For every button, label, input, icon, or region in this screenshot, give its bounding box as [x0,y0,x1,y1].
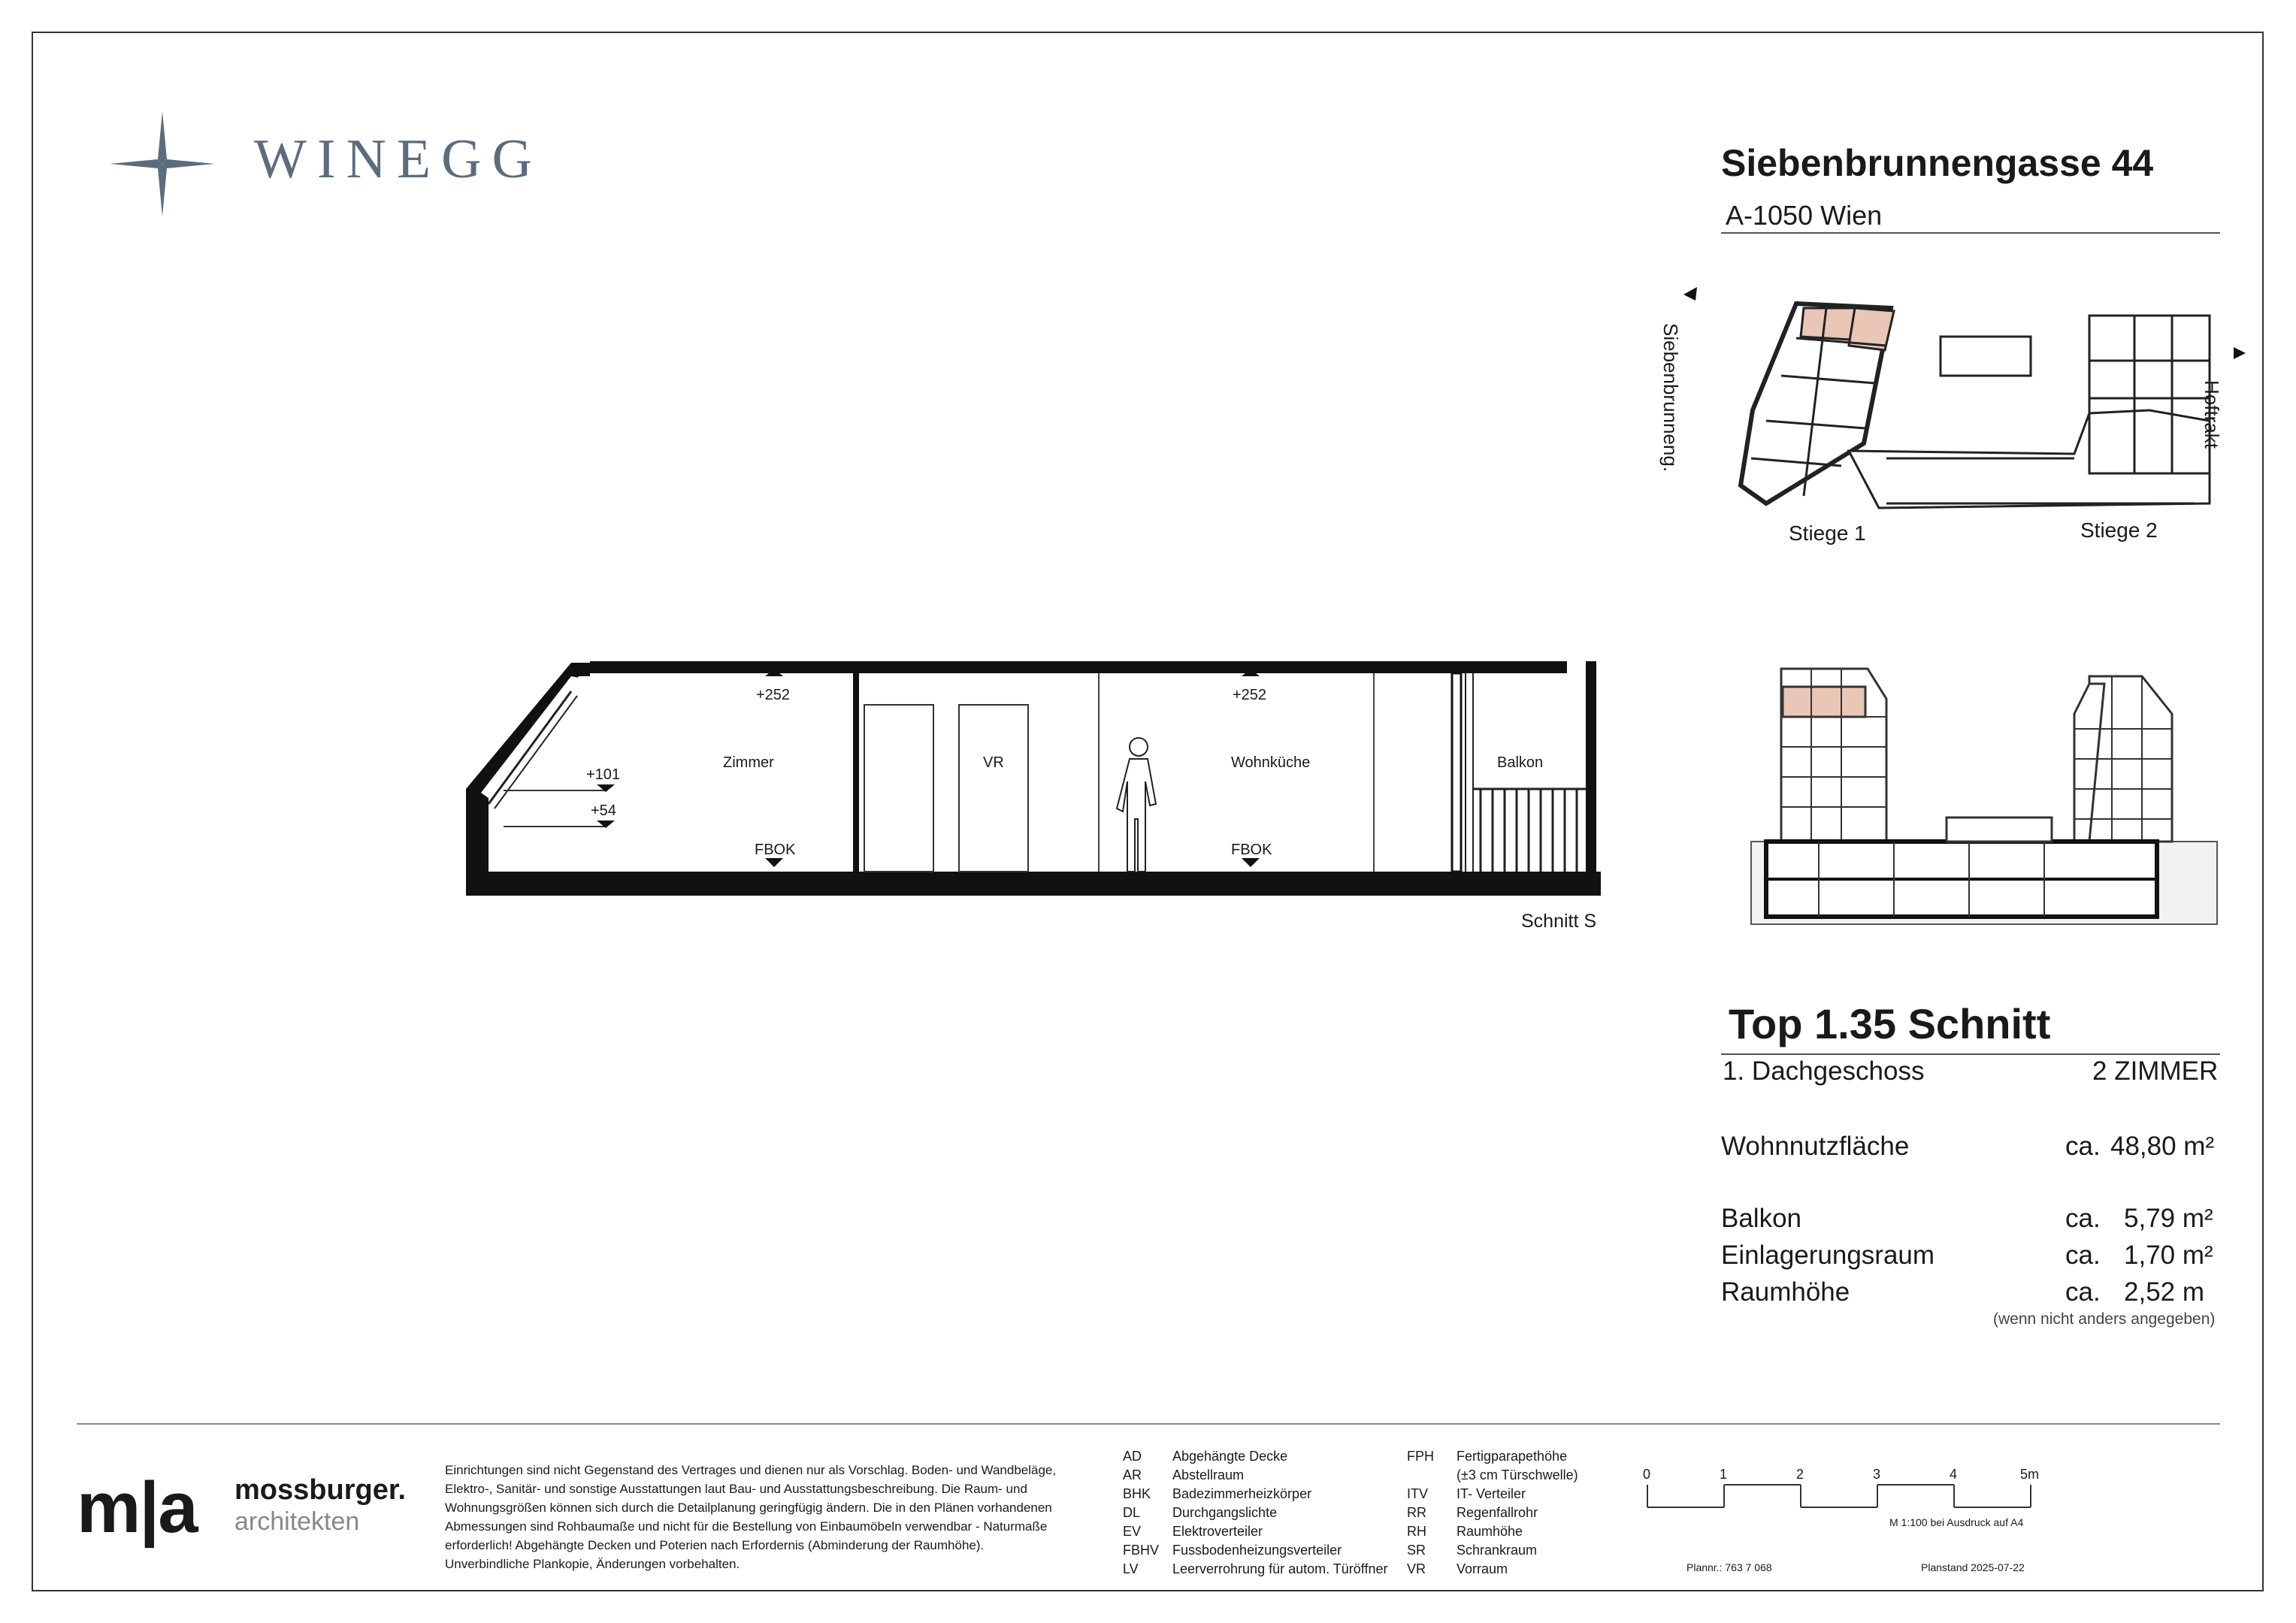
area-label: Wohnnutzfläche [1721,1132,1910,1161]
area-prefix: ca. [2065,1132,2101,1161]
legend-abbr: FBHV [1123,1543,1160,1558]
legend-desc: Schrankraum [1457,1543,1538,1558]
firm-logo-mark: m|a [77,1467,197,1548]
section-caption: Schnitt S [1521,911,1597,932]
keyplan-stair-1: Stiege 1 [1789,521,1866,545]
brand-name: WINEGG [254,128,543,190]
area-note: (wenn nicht anders angegeben) [1993,1310,2216,1328]
scale-note: M 1:100 bei Ausdruck auf A4 [1889,1516,2024,1528]
level-ceiling-right: +252 [1233,687,1267,703]
level-ceiling-left: +252 [756,687,791,703]
area-value: 2,52 m [2124,1277,2204,1307]
door-2 [959,705,1028,872]
building-section-keyplan [1744,654,2225,932]
keyplan-street-label: Siebenbrunneng. [1659,323,1682,473]
legend-desc: Abstellraum [1172,1467,1245,1482]
plan-date: Planstand 2025-07-22 [1921,1561,2025,1573]
legend-desc: IT- Verteiler [1457,1486,1526,1501]
compass-star-logo-icon [110,111,215,216]
legend-right [1407,1447,1578,1579]
legend-abbr: BHK [1123,1486,1151,1501]
room-balkon: Balkon [1497,754,1544,771]
disclaimer-text: Einrichtungen sind nicht Gegenstand des Vertrages und dienen nur als Vorschlag. Boden- und Wandbeläge, Elektro-, Sanitär- und sonstige Ausstattungen laut Bau- und Ausstattungsbeschreibung. Die Raum- und Wohnungsgrößen können sich durch die Detailplanung geringfügig ändern. Die in den Plänen vorhandenen Abmessungen sind Rohbaumaße und nicht für die Bestellung von Einbaumöbeln verwendbar - Naturmaße erforderlich! Abgehängte Decken und Poterien nach Erfordernis (Abminderung der Raumhöhe). Unverbindliche Plankopie, Änderungen vorbehalten. [445,1463,1057,1571]
area-label: Einlagerungsraum [1721,1241,1935,1270]
plan-number: Plannr.: 763 7 068 [1686,1561,1772,1573]
unit-title: Top 1.35 Schnitt [1729,1000,2051,1047]
level-101: +101 [586,766,621,783]
legend-desc: Leerverrohrung für autom. Türöffner [1172,1561,1388,1576]
legend-abbr: ITV [1407,1486,1429,1501]
legend-desc: Regenfallrohr [1457,1505,1538,1520]
legend-abbr: SR [1407,1543,1426,1558]
legend-desc: Fussbodenheizungsverteiler [1172,1543,1342,1558]
room-zimmer: Zimmer [723,754,774,771]
firm-subtitle: architekten [234,1507,360,1536]
area-value: 5,79 m² [2124,1204,2213,1233]
keyplan-courtyard-label: Hoftrakt [2201,380,2223,449]
scale-tick: 5m [2020,1467,2040,1482]
unit-divider [1721,1053,2220,1055]
footer-divider [77,1423,2220,1425]
legend-abbr: FPH [1407,1449,1434,1464]
legend-abbr: VR [1407,1561,1426,1576]
floor-slab [466,872,1601,896]
firm-name: mossburger. [234,1474,407,1506]
fbok-left: FBOK [755,842,796,858]
area-prefix: ca. [2065,1204,2101,1233]
door-1 [864,705,933,872]
scale-tick: 4 [1950,1467,1958,1482]
legend-desc: Durchgangslichte [1172,1505,1278,1520]
legend-abbr: RH [1407,1524,1426,1539]
legend-abbr: EV [1123,1524,1142,1539]
address-street: Siebenbrunnengasse 44 [1721,142,2154,184]
keyplan-stair-2: Stiege 2 [2080,518,2158,542]
area-label: Raumhöhe [1721,1277,1850,1307]
legend-desc: Abgehängte Decke [1172,1449,1288,1464]
fbok-right: FBOK [1231,842,1272,858]
section-drawing [458,654,1601,909]
address-divider [1721,232,2220,234]
person-figure [1117,738,1156,872]
scale-tick: 2 [1796,1467,1804,1482]
area-value: 1,70 m² [2124,1241,2213,1270]
legend-desc: Raumhöhe [1457,1524,1523,1539]
address-city: A-1050 Wien [1726,200,1883,231]
ceiling-slab [590,661,1567,673]
roof-slope [466,663,590,894]
legend-left [1123,1447,1388,1579]
area-prefix: ca. [2065,1241,2101,1270]
legend-abbr: DL [1123,1505,1141,1520]
level-54: +54 [591,802,616,819]
legend-abbr: AD [1123,1449,1142,1464]
legend-desc: Vorraum [1457,1561,1508,1576]
room-wohnkueche: Wohnküche [1231,754,1311,771]
room-vr: VR [983,754,1004,771]
legend-abbr: RR [1407,1505,1426,1520]
legend-desc: (±3 cm Türschwelle) [1457,1467,1578,1482]
scale-tick: 0 [1643,1467,1651,1482]
scale-tick: 3 [1873,1467,1881,1482]
legend-desc: Fertigparapethöhe [1457,1449,1568,1464]
unit-floor: 1. Dachgeschoss [1723,1056,1925,1086]
partition-wall [853,673,859,872]
scale-bar [1638,1477,2044,1515]
unit-rooms: 2 ZIMMER [2092,1056,2219,1086]
legend-desc: Elektroverteiler [1172,1524,1263,1539]
legend-desc: Badezimmerheizkörper [1172,1486,1312,1501]
legend-abbr: AR [1123,1467,1142,1482]
area-prefix: ca. [2065,1277,2101,1307]
area-value: 48,80 m² [2110,1132,2215,1161]
legend-abbr: LV [1123,1561,1139,1576]
key-plan [1668,278,2255,556]
scale-tick: 1 [1720,1467,1728,1482]
area-label: Balkon [1721,1204,1802,1233]
